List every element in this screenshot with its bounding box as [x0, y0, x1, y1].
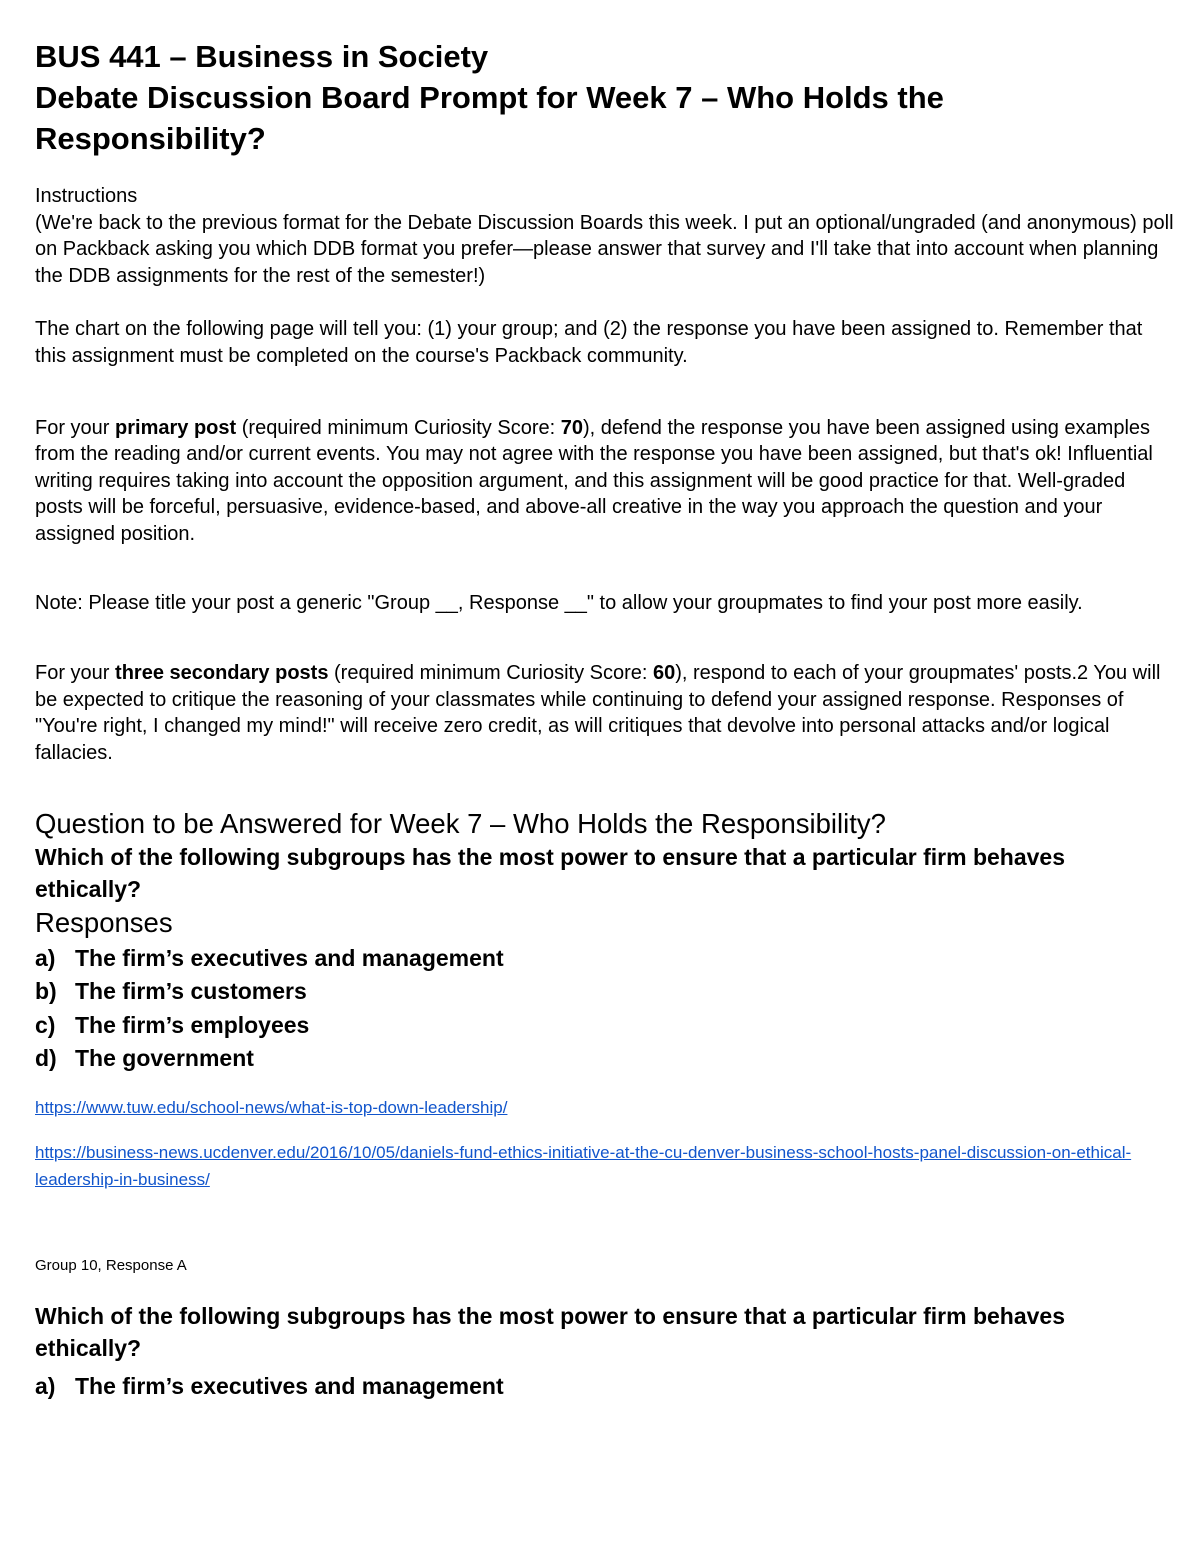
answer-response: a) The firm’s executives and management	[35, 1372, 504, 1399]
secondary-score: 60	[652, 662, 676, 685]
primary-post-paragraph: For your primary post (required minimum Curiosity Score: 70), defend the response you have been assigned using examples from the reading and/or current events. You may not agree with the response you have been assigned, but that's ok! Influential writing requires taking into account the opposition argument, and this assignment will be good practice for that. Well-graded posts will be forceful, persuasive, evidence-based, and above-all creative in the way you approach the question and your assigned position.	[35, 416, 1153, 545]
response-item: d) The government	[35, 1045, 254, 1071]
prompt-title-line-2: Responsibility?	[35, 121, 266, 156]
link-top-down-leadership[interactable]: https://www.tuw.edu/school-news/what-is-top-down-leadership/	[35, 1097, 508, 1117]
question-heading: Question to be Answered for Week 7 – Who Holds the Responsibility?	[35, 807, 886, 839]
response-item: a) The firm’s executives and management	[35, 944, 504, 971]
response-item: b) The firm’s customers	[35, 978, 307, 1004]
instructions-paragraph-2: The chart on the following page will tell you: (1) your group; and (2) the response you have been assigned to. Remember that this assignment must be completed on the course's Packback community.	[35, 318, 1143, 367]
course-title: BUS 441 – Business in Society	[35, 39, 489, 74]
primary-score: 70	[560, 416, 583, 439]
answer-question-text: Which of the following subgroups has the most power to ensure that a particular firm behaves ethically?	[35, 1302, 1066, 1361]
primary-post-label: primary post	[115, 416, 237, 439]
responses-list	[35, 942, 1175, 1076]
secondary-posts-label: three secondary posts	[115, 662, 329, 685]
secondary-posts-paragraph: For your three secondary posts (required minimum Curiosity Score: 60), respond to each of your groupmates' posts.2 You will be expected to critique the reasoning of your classmates while continuing to defend your assigned response. Responses of "You're right, I changed my mind!" will receive zero credit, as will critiques that devolve into personal attacks and/or logical fallacies.	[35, 662, 1161, 764]
response-item: c) The firm’s employees	[35, 1011, 310, 1038]
group-response-label: Group 10, Response A	[35, 1256, 187, 1274]
prompt-title-line-1: Debate Discussion Board Prompt for Week 7 – Who Holds the	[35, 80, 944, 115]
responses-heading: Responses	[35, 906, 173, 938]
question-text: Which of the following subgroups has the most power to ensure that a particular firm behaves ethically?	[35, 843, 1066, 902]
note-paragraph: Note: Please title your post a generic "Group __, Response __" to allow your groupmates to find your post more easily.	[35, 591, 1083, 614]
document-page	[35, 36, 1175, 1403]
link-ucdenver-ethics-panel[interactable]: https://business-news.ucdenver.edu/2016/10/05/daniels-fund-ethics-initiative-at-the-cu-denver-business-school-hosts-panel-discussion-on-ethical-leadership-in-business/	[35, 1142, 1132, 1189]
instructions-heading: Instructions	[35, 185, 138, 207]
instructions-paragraph-1: (We're back to the previous format for the Debate Discussion Boards this week. I put an optional/ungraded (and anonymous) poll on Packback asking you which DDB format you prefer—please answer that survey and I'll take that into account when planning the DDB assignments for the rest of the semester!)	[35, 211, 1174, 287]
